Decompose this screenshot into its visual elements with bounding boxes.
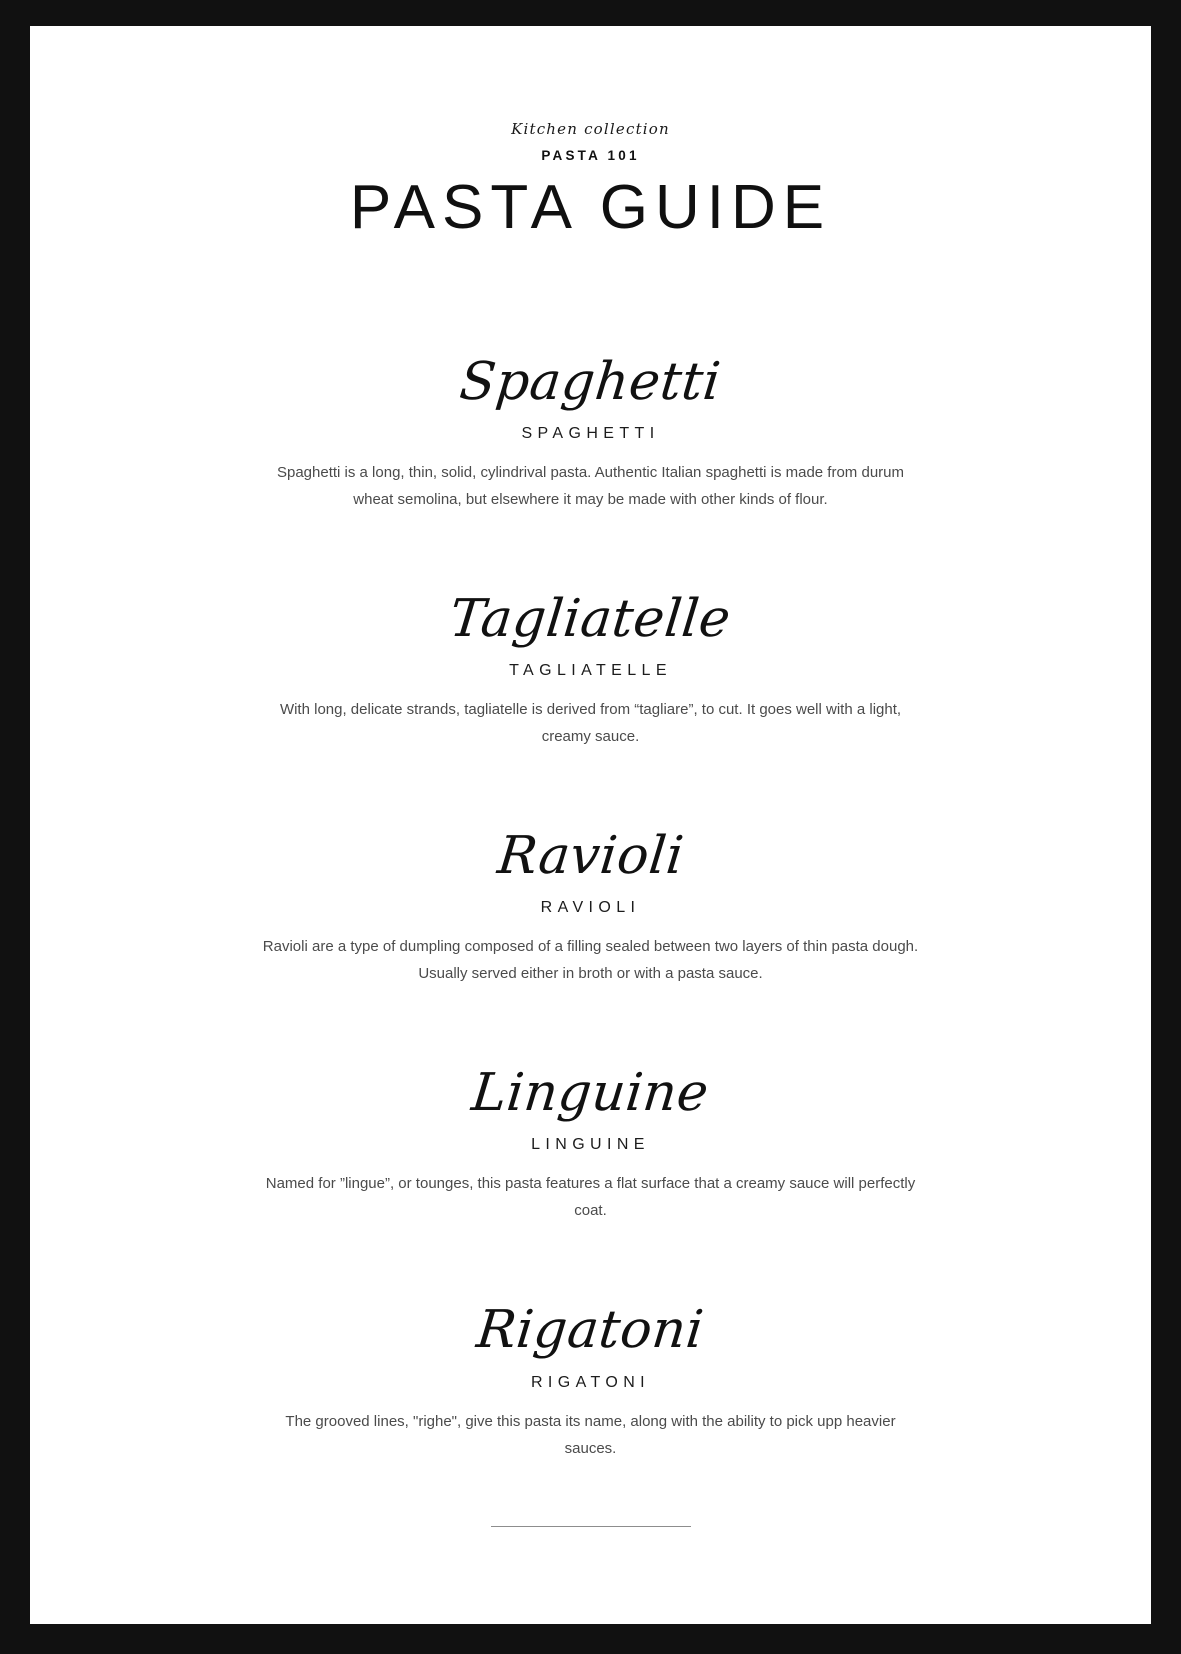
entry-script-title: Rigatoni xyxy=(474,1300,707,1361)
entry-script-title: Spaghetti xyxy=(457,351,724,412)
entry-description: Named for ”lingue”, or tounges, this pasta features a flat surface that a creamy sauce will perfectly coat. xyxy=(265,1175,916,1220)
eyebrow-caps: PASTA 101 xyxy=(541,148,640,163)
list-item xyxy=(30,828,1151,987)
list-item xyxy=(30,1065,1151,1224)
pasta-entry-list xyxy=(30,351,1151,1462)
page-title: PASTA GUIDE xyxy=(349,173,832,242)
entry-script-title: Linguine xyxy=(469,1063,712,1124)
footer-divider xyxy=(491,1526,691,1527)
entry-description: The grooved lines, "righe", give this pasta its name, along with the ability to pick upp heavier sauces. xyxy=(285,1412,896,1457)
list-item xyxy=(30,588,1151,750)
poster-content xyxy=(30,26,1151,1624)
list-item xyxy=(30,351,1151,513)
entry-name: RIGATONI xyxy=(530,1373,651,1391)
entry-description: Spaghetti is a long, thin, solid, cylindrival pasta. Authentic Italian spaghetti is made from durum wheat semolina, but elsewhere it may be made with other kinds of flour. xyxy=(276,463,904,508)
entry-description: With long, delicate strands, tagliatelle is derived from “tagliare”, to cut. It goes well with a light, creamy sauce. xyxy=(279,701,902,745)
entry-name: LINGUINE xyxy=(531,1136,650,1154)
list-item xyxy=(30,1302,1151,1461)
entry-name: TAGLIATELLE xyxy=(509,662,672,679)
eyebrow-script: Kitchen collection xyxy=(511,120,670,138)
entry-description: Ravioli are a type of dumpling composed of a filling sealed between two layers of thin pasta dough. Usually served either in broth or with a pasta sauce. xyxy=(262,938,919,983)
entry-name: SPAGHETTI xyxy=(521,424,660,442)
entry-script-title: Tagliatelle xyxy=(447,588,734,649)
poster-sheet xyxy=(30,26,1151,1624)
entry-script-title: Ravioli xyxy=(494,826,687,886)
entry-name: RAVIOLI xyxy=(540,899,641,917)
